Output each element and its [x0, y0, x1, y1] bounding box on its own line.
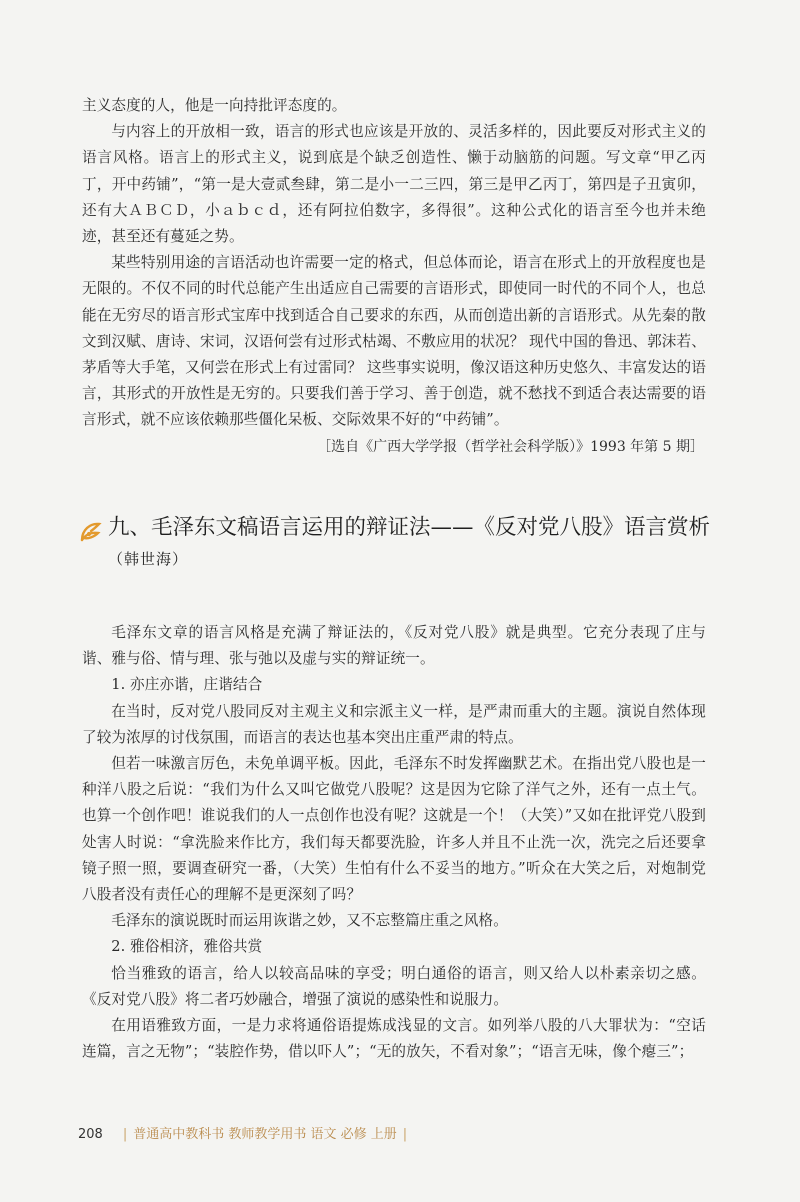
paragraph: 某些特别用途的言语活动也许需要一定的格式，但总体而论，语言在形式上的开放程度也是无限的。不仅不同的时代总能产生出适应自己需要的言语形式，即使同一时代的不同个人，也总能在无穷尽的语言形式宝库中找到适合自己要求的东西，从而创造出新的言语形式。从先秦的散文到汉赋、唐诗、宋词，汉语何尝有过形式枯竭、不敷应用的状况？ 现代中国的鲁迅、郭沫若、茅盾等大手笔，又何尝在形式上有过雷同？ 这些事实说明，像汉语这种历史悠久、丰富发达的语言，其形式的开放性是无穷的。只要我们善于学习、善于创造，就不愁找不到适合表达需要的语言形式，就不应该依赖那些僵化呆板、交际效果不好的“中药铺”。: [82, 254, 706, 429]
page-footer: [78, 1125, 413, 1145]
footer-separator: |: [122, 1127, 128, 1142]
section-title: [108, 513, 718, 574]
section-heading: [78, 513, 718, 574]
paragraph: 在当时，反对党八股同反对主观主义和宗派主义一样，是严肃而重大的主题。演说自然体现了较为浓厚的讨伐氛围，而语言的表达也基本突出庄重严肃的特点。: [82, 702, 706, 746]
subheading: 1. 亦庄亦谐，庄谐结合: [111, 676, 263, 694]
page-number: 208: [78, 1127, 103, 1142]
source-citation: ［选自《广西大学学报（哲学社会科学版）》1993 年第 5 期］: [317, 439, 704, 455]
paragraph: 在用语雅致方面，一是力求将通俗语提炼成浅显的文言。如列举八股的八大罪状为：“空话连篇，言之无物”；“装腔作势，借以吓人”；“无的放矢，不看对象”；“语言无味，像个瘪三”；: [82, 1017, 706, 1061]
paragraph: 与内容上的开放相一致，语言的形式也应该是开放的、灵活多样的，因此要反对形式主义的语言风格。语言上的形式主义，说到底是个缺乏创造性、懒于动脑筋的问题。写文章“甲乙丙丁，开中药铺”，“第一是大壹贰叁肆，第二是小一二三四，第三是甲乙丙丁，第四是子丑寅卯，还有大ＡＢＣＤ，小ａｂｃｄ，还有阿拉伯数字，多得很”。这种公式化的语言至今也并未绝迹，甚至还有蔓延之势。: [82, 123, 706, 246]
leaf-swirl-icon: [78, 520, 102, 544]
section-title-text: 九、毛泽东文稿语言运用的辩证法——《反对党八股》语言赏析: [108, 515, 711, 540]
section-2-body: [82, 620, 706, 1065]
section-1-body: [82, 93, 706, 434]
section-author: （韩世海）: [108, 550, 189, 568]
subheading: 2. 雅俗相济，雅俗共赏: [111, 938, 263, 956]
paragraph: 但若一味激言厉色，未免单调平板。因此，毛泽东不时发挥幽默艺术。在指出党八股也是一种洋八股之后说：“我们为什么又叫它做党八股呢？这是因为它除了洋气之外，还有一点土气。也算一个创作吧！谁说我们的人一点创作也没有呢？这就是一个！（大笑）”又如在批评党八股到处害人时说：“拿洗脸来作比方，我们每天都要洗脸，许多人并且不止洗一次，洗完之后还要拿镜子照一照，要调查研究一番，（大笑）生怕有什么不妥当的地方。”听众在大笑之后，对炮制党八股者没有责任心的理解不是更深刻了吗？: [82, 755, 706, 904]
paragraph: 主义态度的人，他是一向持批评态度的。: [82, 97, 347, 114]
footer-separator: |: [402, 1127, 408, 1142]
paragraph: 毛泽东的演说既时而运用诙谐之妙，又不忘整篇庄重之风格。: [111, 912, 508, 930]
paragraph: 毛泽东文章的语言风格是充满了辩证法的，《反对党八股》就是典型。它充分表现了庄与谐、雅与俗、情与理、张与弛以及虚与实的辩证统一。: [82, 624, 706, 668]
paragraph: 恰当雅致的语言，给人以较高品味的享受；明白通俗的语言，则又给人以朴素亲切之感。《反对党八股》将二者巧妙融合，增强了演说的感染性和说服力。: [82, 964, 706, 1008]
footer-book-title: 普通高中教科书 教师教学用书 语文 必修 上册: [133, 1127, 397, 1142]
